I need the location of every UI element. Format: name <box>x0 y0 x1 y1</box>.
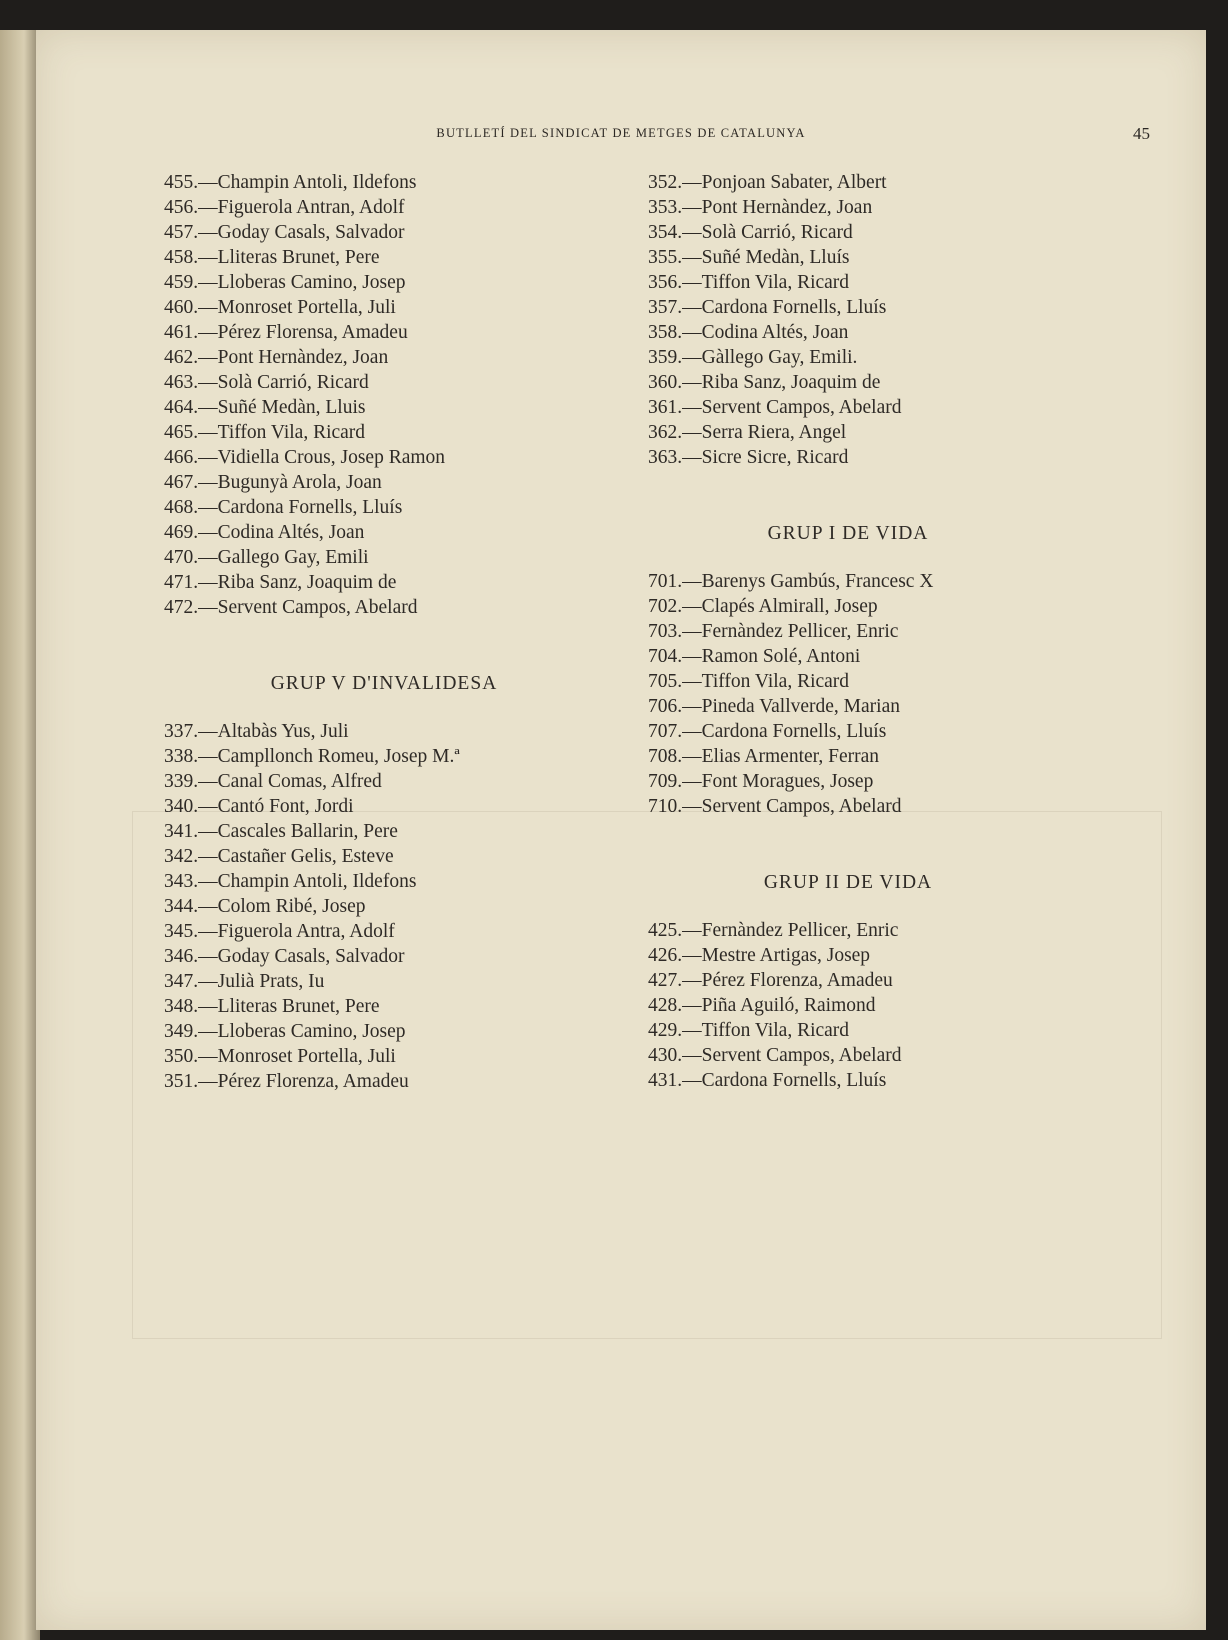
list-item: 702.—Clapés Almirall, Josep <box>648 596 878 617</box>
left-list-1 <box>164 170 604 620</box>
list-item: 707.—Cardona Fornells, Lluís <box>648 721 887 742</box>
list-item: 464.—Suñé Medàn, Lluis <box>164 397 366 418</box>
list-item: 467.—Bugunyà Arola, Joan <box>164 472 382 493</box>
book-spine-edge <box>0 30 40 1640</box>
list-item: 430.—Servent Campos, Abelard <box>648 1045 902 1066</box>
list-item: 463.—Solà Carrió, Ricard <box>164 372 369 393</box>
right-list-1 <box>648 170 1108 470</box>
list-item: 710.—Servent Campos, Abelard <box>648 796 902 817</box>
list-item: 426.—Mestre Artigas, Josep <box>648 945 871 966</box>
list-item: 347.—Julià Prats, Iu <box>164 971 325 992</box>
list-item: 472.—Servent Campos, Abelard <box>164 597 418 618</box>
list-item: 462.—Pont Hernàndez, Joan <box>164 347 389 368</box>
list-item: 342.—Castañer Gelis, Esteve <box>164 846 394 867</box>
list-item: 709.—Font Moragues, Josep <box>648 771 874 792</box>
list-item: 470.—Gallego Gay, Emili <box>164 547 369 568</box>
list-item: 340.—Cantó Font, Jordi <box>164 796 354 817</box>
left-list-2 <box>164 719 604 1094</box>
list-item: 456.—Figuerola Antran, Adolf <box>164 197 405 218</box>
list-item: 427.—Pérez Florenza, Amadeu <box>648 970 893 991</box>
list-item: 425.—Fernàndez Pellicer, Enric <box>648 920 899 941</box>
document-page <box>36 30 1206 1630</box>
list-item: 455.—Champin Antoli, Ildefons <box>164 172 417 193</box>
list-item: 468.—Cardona Fornells, Lluís <box>164 497 403 518</box>
list-item: 345.—Figuerola Antra, Adolf <box>164 921 395 942</box>
list-item: 339.—Canal Comas, Alfred <box>164 771 382 792</box>
list-item: 343.—Champin Antoli, Ildefons <box>164 871 417 892</box>
list-item: 353.—Pont Hernàndez, Joan <box>648 197 873 218</box>
list-item: 344.—Colom Ribé, Josep <box>164 896 366 917</box>
list-item: 358.—Codina Altés, Joan <box>648 322 849 343</box>
section-title-grup-v-invalidesa: GRUP V D'INVALIDESA <box>270 673 498 694</box>
list-item: 354.—Solà Carrió, Ricard <box>648 222 853 243</box>
list-item: 704.—Ramon Solé, Antoni <box>648 646 861 667</box>
list-item: 701.—Barenys Gambús, Francesc X <box>648 571 934 592</box>
list-item: 457.—Goday Casals, Salvador <box>164 222 405 243</box>
list-item: 428.—Piña Aguiló, Raimond <box>648 995 876 1016</box>
right-list-3 <box>648 918 1108 1093</box>
list-item: 355.—Suñé Medàn, Lluís <box>648 247 850 268</box>
list-item: 346.—Goday Casals, Salvador <box>164 946 405 967</box>
page-number: 45 <box>1133 124 1150 143</box>
section-title-grup-i-vida: GRUP I DE VIDA <box>767 523 929 544</box>
running-header: BUTLLETÍ DEL SINDICAT DE METGES DE CATALUNYA <box>436 126 806 140</box>
list-item: 460.—Monroset Portella, Juli <box>164 297 396 318</box>
list-item: 341.—Cascales Ballarin, Pere <box>164 821 398 842</box>
list-item: 357.—Cardona Fornells, Lluís <box>648 297 887 318</box>
list-item: 351.—Pérez Florenza, Amadeu <box>164 1071 409 1092</box>
list-item: 350.—Monroset Portella, Juli <box>164 1046 396 1067</box>
list-item: 337.—Altabàs Yus, Juli <box>164 721 349 742</box>
list-item: 359.—Gàllego Gay, Emili. <box>648 347 858 368</box>
list-item: 471.—Riba Sanz, Joaquim de <box>164 572 397 593</box>
list-item: 431.—Cardona Fornells, Lluís <box>648 1070 887 1091</box>
list-item: 461.—Pérez Florensa, Amadeu <box>164 322 408 343</box>
list-item: 348.—Lliteras Brunet, Pere <box>164 996 380 1017</box>
list-item: 469.—Codina Altés, Joan <box>164 522 365 543</box>
list-item: 703.—Fernàndez Pellicer, Enric <box>648 621 899 642</box>
list-item: 706.—Pineda Vallverde, Marian <box>648 696 900 717</box>
list-item: 349.—Lloberas Camino, Josep <box>164 1021 406 1042</box>
list-item: 361.—Servent Campos, Abelard <box>648 397 902 418</box>
list-item: 465.—Tiffon Vila, Ricard <box>164 422 366 443</box>
left-column <box>164 170 604 1094</box>
list-item: 362.—Serra Riera, Angel <box>648 422 847 443</box>
right-list-2 <box>648 569 1108 819</box>
list-item: 360.—Riba Sanz, Joaquim de <box>648 372 881 393</box>
right-column <box>648 170 1108 1093</box>
list-item: 705.—Tiffon Vila, Ricard <box>648 671 850 692</box>
list-item: 352.—Ponjoan Sabater, Albert <box>648 172 887 193</box>
list-item: 459.—Lloberas Camino, Josep <box>164 272 406 293</box>
list-item: 338.—Campllonch Romeu, Josep M.ª <box>164 746 460 767</box>
list-item: 356.—Tiffon Vila, Ricard <box>648 272 850 293</box>
list-item: 429.—Tiffon Vila, Ricard <box>648 1020 850 1041</box>
list-item: 708.—Elias Armenter, Ferran <box>648 746 879 767</box>
list-item: 363.—Sicre Sicre, Ricard <box>648 447 849 468</box>
list-item: 466.—Vidiella Crous, Josep Ramon <box>164 447 446 468</box>
list-item: 458.—Lliteras Brunet, Pere <box>164 247 380 268</box>
section-title-grup-ii-vida: GRUP II DE VIDA <box>763 872 933 893</box>
